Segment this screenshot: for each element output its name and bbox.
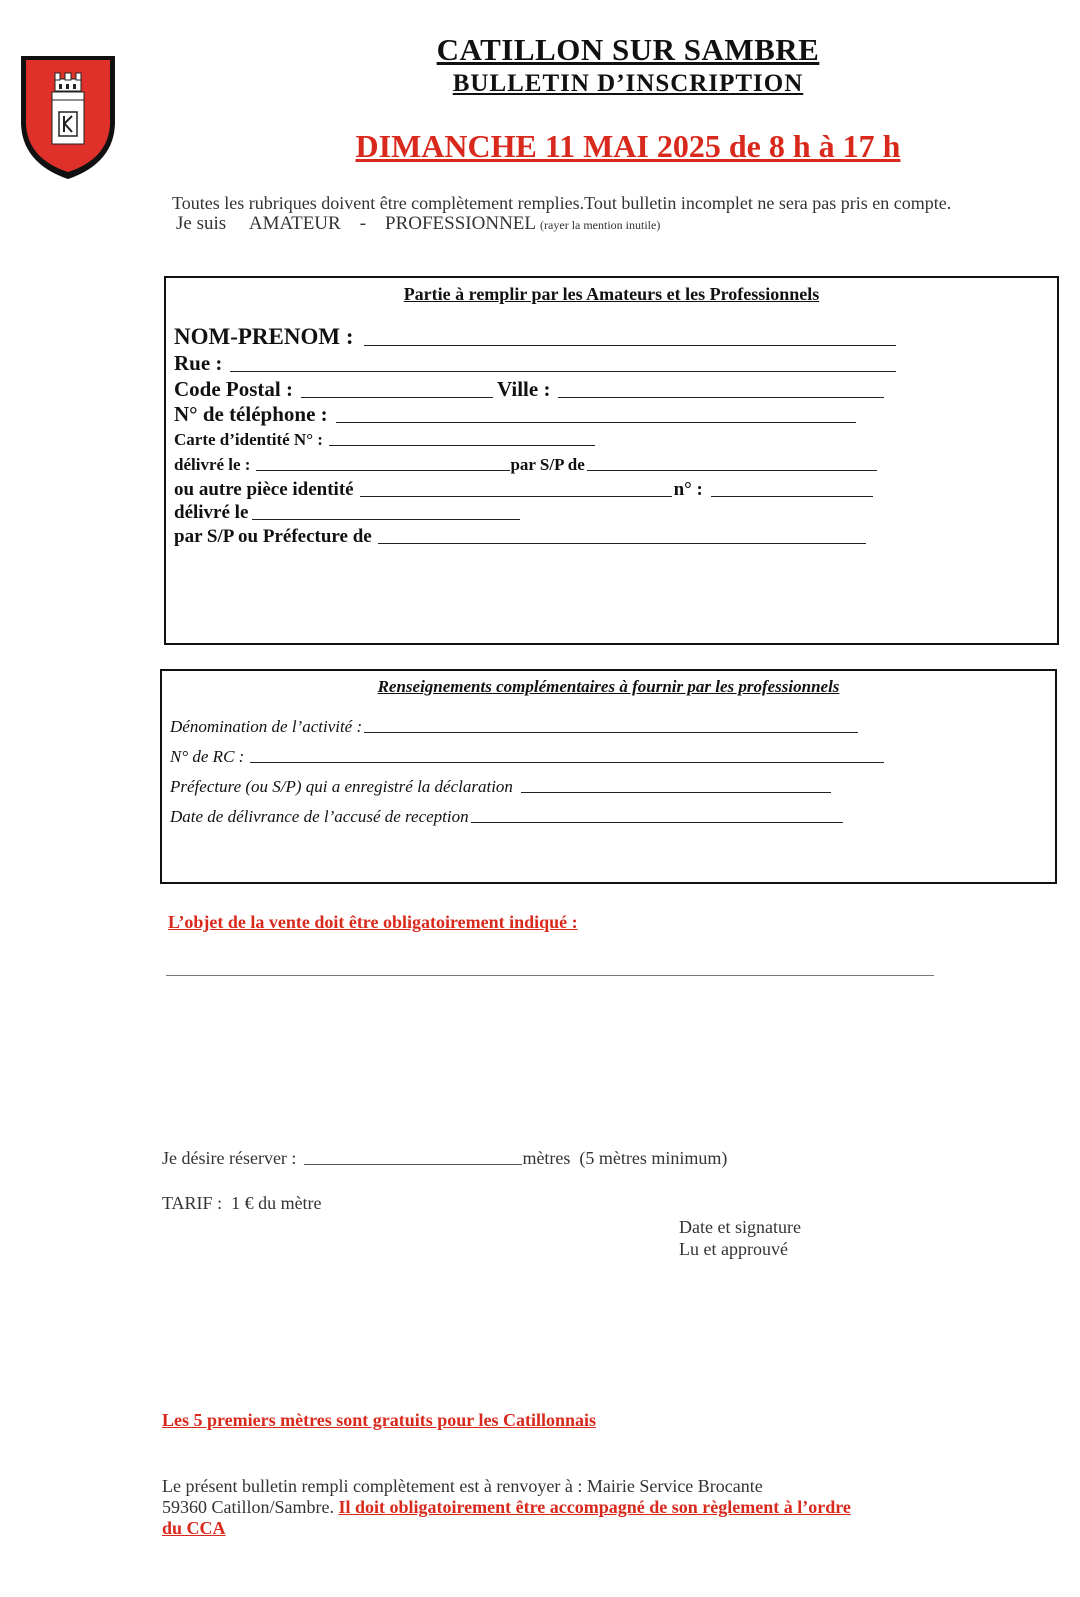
form-title: BULLETIN D’INSCRIPTION	[452, 70, 804, 97]
reservation-unit: mètres (5 mètres minimum)	[522, 1148, 728, 1168]
prefecture-declaration-row	[170, 777, 831, 797]
reservation-label: Je désire réserver :	[162, 1148, 297, 1168]
reservation-meters-field[interactable]	[304, 1163, 522, 1165]
num-rc-row	[170, 747, 884, 767]
option-professionnel[interactable]: PROFESSIONNEL	[385, 213, 536, 234]
payment-note-end: du CCA	[162, 1518, 226, 1538]
par-sp-de-label: par S/P de	[510, 455, 585, 474]
telephone-row	[174, 402, 856, 427]
objet-vente-label: L’objet de la vente doit être obligatoirement indiqué :	[168, 912, 578, 932]
status-choice-line	[176, 213, 660, 235]
prefecture-declaration-field[interactable]	[521, 791, 831, 793]
return-address-line2	[162, 1497, 851, 1518]
town-title: CATILLON SUR SAMBRE	[436, 32, 820, 67]
je-suis-label: Je suis	[176, 213, 227, 234]
num-rc-label: N° de RC :	[170, 747, 245, 766]
date-delivrance-label: Date de délivrance de l’accusé de reception	[170, 807, 469, 826]
autre-piece-row	[174, 479, 873, 501]
return-address-city: 59360 Catillon/Sambre.	[162, 1497, 334, 1517]
signature-label: Date et signature	[679, 1217, 801, 1237]
ville-field[interactable]	[558, 396, 884, 398]
autre-piece-label: ou autre pièce identité	[174, 479, 354, 500]
code-postal-ville-row	[174, 377, 884, 402]
option-amateur[interactable]: AMATEUR	[248, 213, 341, 234]
rue-label: Rue :	[174, 351, 223, 375]
professional-section	[160, 669, 1057, 884]
rue-field[interactable]	[230, 370, 896, 372]
carte-identite-label: Carte d’identité N° :	[174, 430, 323, 449]
tarif-text: TARIF : 1 € du mètre	[162, 1193, 322, 1213]
prefecture-declaration-label: Préfecture (ou S/P) qui a enregistré la déclaration	[170, 777, 513, 796]
code-postal-field[interactable]	[301, 396, 493, 398]
date-delivrance-field[interactable]	[471, 821, 843, 823]
free-meters-note: Les 5 premiers mètres sont gratuits pour les Catillonnais	[162, 1410, 596, 1430]
nom-prenom-field[interactable]	[364, 344, 896, 346]
num-rc-field[interactable]	[250, 761, 884, 763]
date-delivrance-row	[170, 807, 843, 827]
numero-field[interactable]	[711, 495, 873, 497]
nom-prenom-row	[174, 324, 896, 350]
par-sp-prefecture-label: par S/P ou Préfecture de	[174, 526, 372, 547]
denomination-label: Dénomination de l’activité :	[170, 717, 363, 736]
numero-label: n° :	[673, 479, 703, 500]
denomination-row	[170, 717, 858, 737]
identity-section	[164, 276, 1059, 645]
telephone-label: N° de téléphone :	[174, 402, 328, 426]
ville-label: Ville :	[497, 377, 551, 401]
carte-identite-field[interactable]	[329, 444, 595, 446]
telephone-field[interactable]	[336, 421, 856, 423]
prefecture-row	[174, 526, 866, 548]
strike-note: (rayer la mention inutile)	[540, 218, 661, 232]
par-sp-de-field[interactable]	[587, 469, 877, 471]
par-sp-prefecture-field[interactable]	[378, 542, 866, 544]
code-postal-label: Code Postal :	[174, 377, 293, 401]
objet-vente-field[interactable]	[166, 975, 934, 976]
payment-note: Il doit obligatoirement être accompagné de son règlement à l’ordre	[338, 1497, 851, 1517]
delivre-le-field[interactable]	[256, 469, 510, 471]
nom-prenom-label: NOM-PRENOM :	[174, 324, 354, 349]
autre-piece-field[interactable]	[360, 495, 672, 497]
rue-row	[174, 351, 896, 376]
approval-label: Lu et approuvé	[679, 1239, 788, 1259]
return-address-line1: Le présent bulletin rempli complètement est à renvoyer à : Mairie Service Brocante	[162, 1476, 763, 1496]
reservation-row	[162, 1148, 727, 1169]
instructions-text: Toutes les rubriques doivent être complètement remplies.Tout bulletin incomplet ne sera pas pris en compte.	[172, 193, 952, 213]
delivre-row	[174, 455, 877, 475]
carte-identite-row	[174, 430, 595, 450]
option-separator: -	[359, 213, 367, 234]
denomination-field[interactable]	[364, 731, 858, 733]
delivre-le2-row	[174, 502, 520, 524]
identity-section-heading: Partie à remplir par les Amateurs et les Professionnels	[403, 284, 820, 304]
delivre-le-label: délivré le :	[174, 455, 251, 474]
delivre-le2-field[interactable]	[252, 518, 520, 520]
delivre-le2-label: délivré le	[174, 502, 249, 523]
event-date: DIMANCHE 11 MAI 2025 de 8 h à 17 h	[355, 128, 901, 164]
professional-section-heading: Renseignements complémentaires à fournir par les professionnels	[377, 677, 840, 696]
